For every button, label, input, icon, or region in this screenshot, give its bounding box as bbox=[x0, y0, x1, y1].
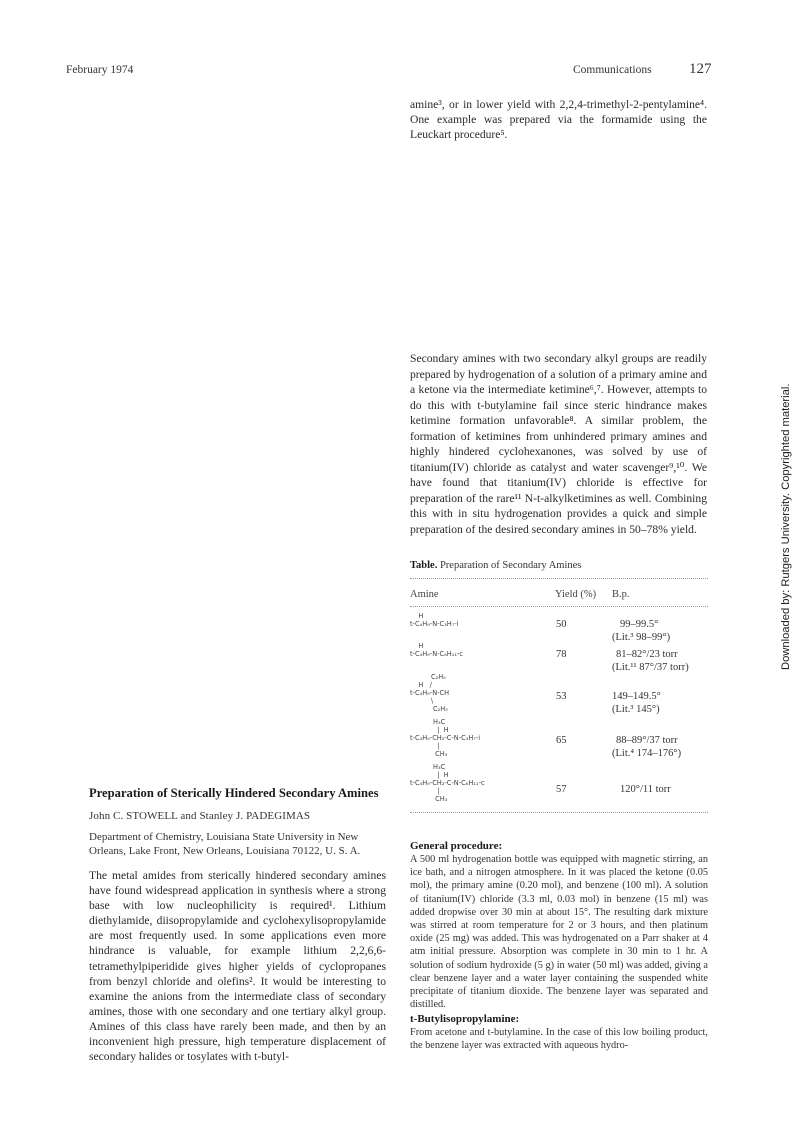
table-caption-text: Preparation of Secondary Amines bbox=[439, 560, 582, 571]
table-caption-label: Table. bbox=[410, 560, 438, 571]
article-authors: John C. STOWELL and Stanley J. PADEGIMAS bbox=[89, 810, 311, 822]
article-intro bbox=[89, 868, 386, 1064]
running-header-section: Communications bbox=[573, 64, 652, 76]
table-caption bbox=[410, 560, 581, 571]
table-row-5-bp: 120°/11 torr bbox=[620, 784, 671, 795]
table-row-2-amine: H t-C₄H₉-N-C₆H₁₁-c bbox=[410, 642, 464, 658]
page-number: 127 bbox=[689, 61, 712, 77]
table-row-4-yield: 65 bbox=[556, 735, 567, 746]
table-row-1-bp: 99–99.5° bbox=[620, 619, 659, 630]
table-row-4-bp: 88–89°/37 torr bbox=[616, 735, 678, 746]
table-row-3-amine: C₂H₅ H / t-C₄H₉-N-CH \ C₂H₅ bbox=[410, 673, 450, 713]
table-row-5-yield: 57 bbox=[556, 784, 567, 795]
general-procedure-text: A 500 ml hydrogenation bottle was equipped with magnetic stirring, an ice bath, and a nitrogen atmosphere. In it was placed the ketone (0.05 mol), the primary amine (0.20 mol), and benzene (100 ml). A solution of titanium(IV) chloride (3.3 ml, 0.03 mol) in benzene (15 ml) was added dropwise over 30 min at about 15°. The resulting dark mixture was stirred at room temperature for 2 or 3 hours, and then platinum oxide (25 mg) was added. This was hydrogenated on a Parr shaker at 4 atm initial pressure. Absorption was complete in 30 min to 1 hr. A solution of sodium hydroxide (5 g) in water (50 ml) was added, giving a clear benzene layer and a water layer containing the suspended white precipitate of titanium dioxide. The benzene layer was separated and distilled. bbox=[410, 854, 708, 1011]
table-header-rule bbox=[410, 606, 708, 607]
table-row-3-bp: 149–149.5° bbox=[612, 691, 661, 702]
table-row-2-yield: 78 bbox=[556, 649, 567, 660]
article-title: Preparation of Sterically Hindered Secondary Amines bbox=[89, 786, 379, 800]
table-top-rule bbox=[410, 578, 708, 579]
table-row-4-amine: H₃C | H t-C₄H₉-CH₂-C-N-C₃H₇-i | CH₃ bbox=[410, 718, 481, 758]
article-intro-text: The metal amides from sterically hindered secondary amines have found widespread application in synthesis where a strong base with low nucleophilicity is required¹. Lithium diethylamide, diisopropylamide and cyclohexylisopropylamide are most frequently used. In some applications even more hindrance is valuable, for example lithium 2,2,6,6-tetramethylpiperidide gives higher yields of cyclopropanes from benzyl chloride and olefins². It would be interesting to examine the anions from the intermediate class of secondary amines, those with one secondary and one tertiary alkyl group. Amines of this class have rarely been made, and then by an inconvenient high pressure, high temperature displacement of secondary halides or tosylates with t-butyl- bbox=[89, 869, 386, 1064]
article-affiliation: Department of Chemistry, Louisiana State University in New Orleans, Lake Front, New Orleans, Louisiana 70122, U. S. A. bbox=[89, 831, 361, 857]
t-butylisopropylamine-heading: t-Butylisopropylamine: bbox=[410, 1013, 520, 1025]
general-procedure-heading: General procedure: bbox=[410, 840, 503, 852]
table-row-5-amine: H₃C | H t-C₄H₉-CH₂-C-N-C₆H₁₁-c | CH₃ bbox=[410, 763, 485, 803]
table-row-1-yield: 50 bbox=[556, 619, 567, 630]
method-paragraph bbox=[410, 351, 707, 537]
table-header-yield: Yield (%) bbox=[555, 589, 597, 600]
table-row-2-bp: 81–82°/23 torr bbox=[616, 649, 678, 660]
table-row-3-yield: 53 bbox=[556, 691, 567, 702]
table-row-1-lit: (Lit.³ 98–99°) bbox=[612, 632, 671, 643]
table-header-amine: Amine bbox=[410, 589, 439, 600]
table-row-2-lit: (Lit.¹¹ 87°/37 torr) bbox=[612, 662, 689, 673]
table-header-bp: B.p. bbox=[612, 589, 630, 600]
table-row-3-lit: (Lit.³ 145°) bbox=[612, 704, 660, 715]
method-paragraph-text: Secondary amines with two secondary alkyl groups are readily prepared by hydrogenation of a solution of a primary amine and a ketone via the intermediate ketimine⁶,⁷. However, attempts to do this with t-butylamine fail since steric hindrance makes ketimine formation unfavorable⁸. A similar problem, the formation of ketimines from unhindered primary amines and highly hindered cyclohexanones, was solved by use of titanium(IV) chloride as catalyst and water scavenger⁹,¹⁰. We have found that titanium(IV) chloride is effective for preparation of the rare¹¹ N-t-alkylketimines as well. Combining this with in situ hydrogenation provides a quick and simple preparation of the desired secondary amines in 50–78% yield. bbox=[410, 352, 707, 536]
running-header-date: February 1974 bbox=[66, 64, 134, 76]
t-butylisopropylamine-text: From acetone and t-butylamine. In the case of this low boiling product, the benzene layer was extracted with aqueous hydro- bbox=[410, 1027, 708, 1052]
download-note: Downloaded by: Rutgers University. Copyrighted material. bbox=[780, 383, 792, 670]
continued-paragraph-text: amine³, or in lower yield with 2,2,4-trimethyl-2-pentylamine⁴. One example was prepared via the formamide using the Leuckart procedure⁵. bbox=[410, 98, 707, 142]
continued-paragraph bbox=[410, 97, 707, 142]
table-bottom-rule bbox=[410, 812, 708, 813]
table-row-4-lit: (Lit.⁴ 174–176°) bbox=[612, 748, 682, 759]
table-row-1-amine: H t-C₄H₉-N-C₃H₇-i bbox=[410, 612, 459, 628]
